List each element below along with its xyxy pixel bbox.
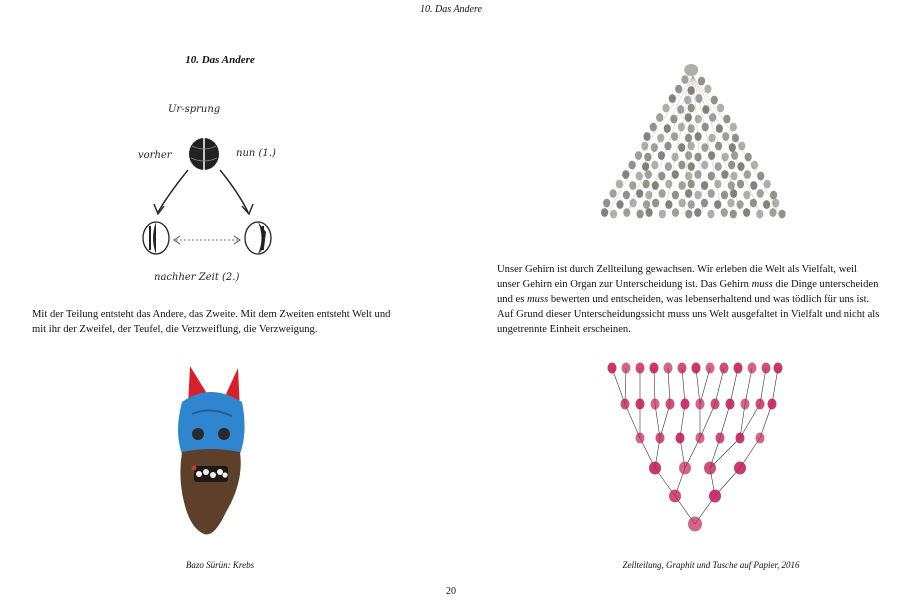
sketch-right-label: nun (1.) [236,148,276,159]
sketch-bottom-label: nachher Zeit (2.) [154,272,240,283]
sketch-top-label: Ur-sprung [168,104,221,115]
right-paragraph-emphasis-2: muss [527,294,549,305]
sketch-left-label: vorher [138,150,172,161]
running-header: 10. Das Andere [420,4,482,15]
right-paragraph-emphasis-1: muss [751,279,773,290]
left-caption: Bazo Sürün: Krebs [185,560,255,570]
right-paragraph-part-3: bewerten und entscheiden, was lebenserhaltend und was tödlich für uns ist. Auf Grund dieser Unterscheidungssicht muss uns Welt ausgefaltet in Vielfalt und nicht als ungetrennte Einheit erscheinen. [497,294,880,335]
left-paragraph: Mit der Teilung entsteht das Andere, das Zweite. Mit dem Zweiten entsteht Welt und mit ihr der Zweifel, der Teufel, die Verzweiflung, die Verzweigung. [32,309,391,335]
krebs-artwork [160,362,260,542]
right-paragraph [497,262,881,337]
graphite-cell-pyramid [588,58,798,238]
page-number: 20 [446,586,456,597]
right-caption: Zellteilung, Graphit und Tusche auf Papier, 2016 [622,560,800,570]
left-half-cell [143,222,169,254]
origin-sketch-figure [120,92,320,292]
right-paragraph-part-1: Unser Gehirn ist durch Zellteilung gewachsen. Wir erleben die Welt als Vielfalt, weil unser Gehirn ein Organ zur Unterscheidung ist. Das Gehirn [497,264,857,290]
section-title: 10. Das Andere [185,54,255,66]
right-paragraph-part-2: die Dinge unterscheiden und es [497,279,879,305]
origin-cell [189,138,219,170]
right-half-cell [245,222,271,254]
zellteilung-artwork [600,346,790,536]
